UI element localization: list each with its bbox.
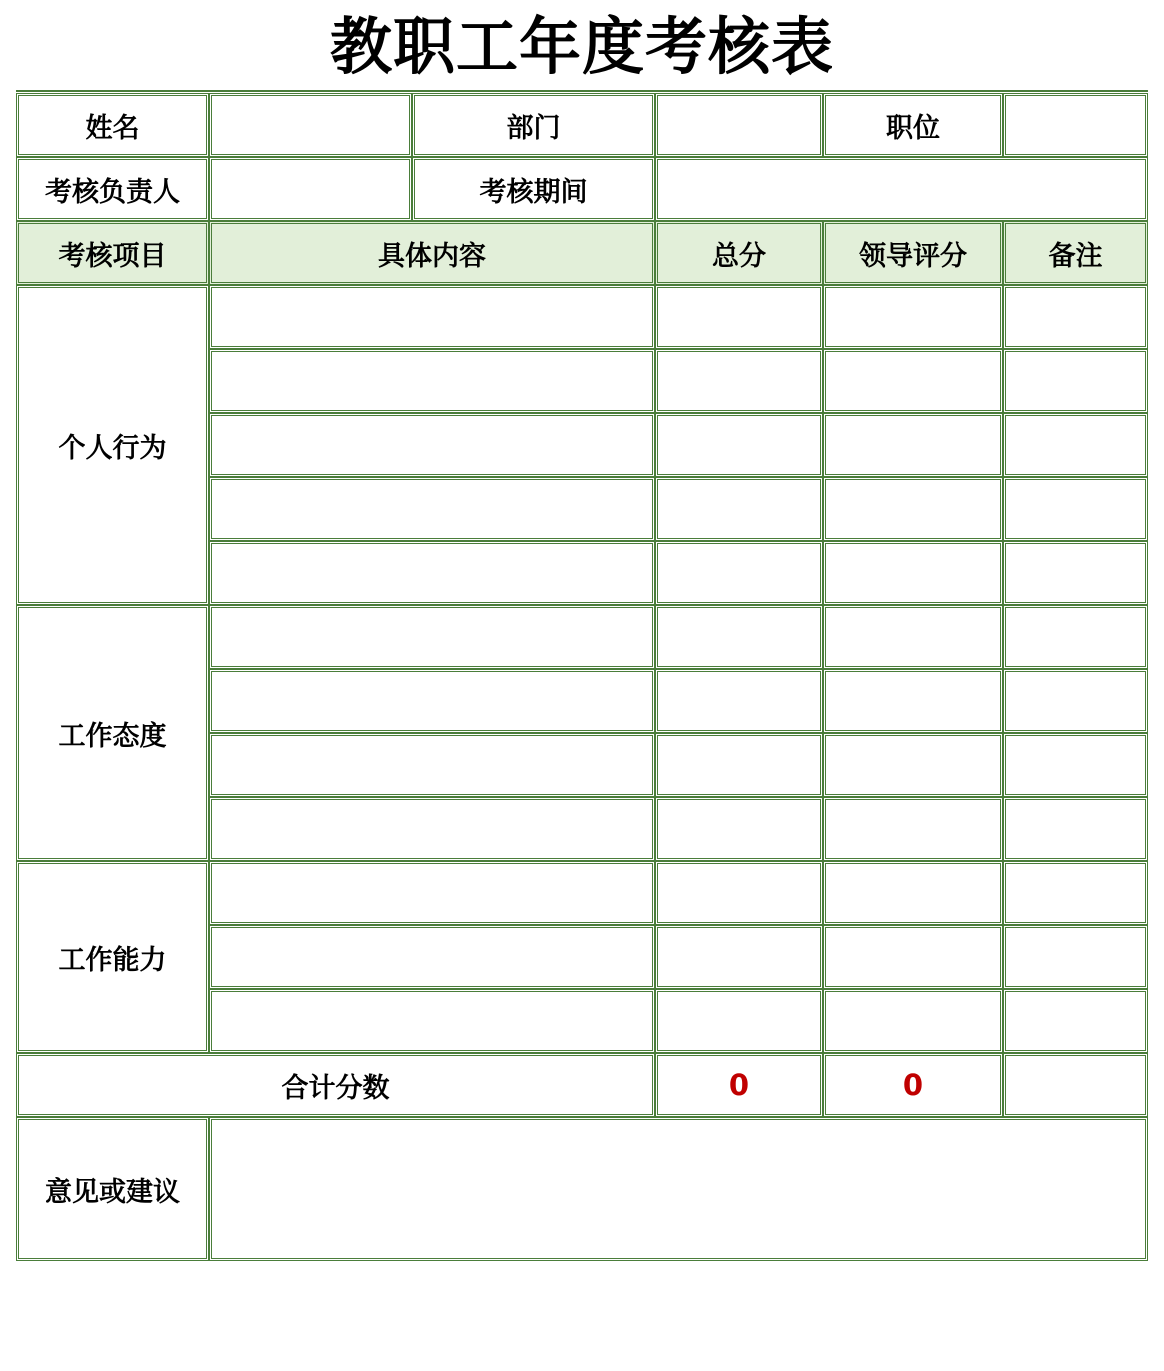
remark-cell[interactable] xyxy=(1003,733,1148,797)
total-cell[interactable] xyxy=(655,477,823,541)
content-cell[interactable] xyxy=(209,925,655,989)
leader-score-cell[interactable] xyxy=(823,541,1003,605)
name-field[interactable] xyxy=(209,93,412,157)
section-label-work-attitude: 工作态度 xyxy=(16,605,209,861)
leader-score-cell[interactable] xyxy=(823,285,1003,349)
total-cell[interactable] xyxy=(655,605,823,669)
title-divider xyxy=(16,90,1148,92)
sum-label: 合计分数 xyxy=(16,1053,655,1117)
leader-score-cell[interactable] xyxy=(823,349,1003,413)
content-cell[interactable] xyxy=(209,733,655,797)
leader-score-cell[interactable] xyxy=(823,797,1003,861)
position-field[interactable] xyxy=(1003,93,1148,157)
remark-cell[interactable] xyxy=(1003,989,1148,1053)
department-label: 部门 xyxy=(412,93,655,157)
opinion-field[interactable] xyxy=(209,1117,1148,1261)
table-row xyxy=(16,861,1148,925)
name-label: 姓名 xyxy=(16,93,209,157)
reviewer-field[interactable] xyxy=(209,157,412,221)
total-cell[interactable] xyxy=(655,989,823,1053)
section-label-work-ability: 工作能力 xyxy=(16,861,209,1053)
period-label: 考核期间 xyxy=(412,157,655,221)
remark-cell[interactable] xyxy=(1003,349,1148,413)
leader-score-cell[interactable] xyxy=(823,605,1003,669)
content-cell[interactable] xyxy=(209,797,655,861)
remark-cell[interactable] xyxy=(1003,605,1148,669)
leader-score-cell[interactable] xyxy=(823,925,1003,989)
total-cell[interactable] xyxy=(655,733,823,797)
content-cell[interactable] xyxy=(209,413,655,477)
total-cell[interactable] xyxy=(655,925,823,989)
opinion-row xyxy=(16,1117,1148,1261)
reviewer-label: 考核负责人 xyxy=(16,157,209,221)
column-header-row xyxy=(16,221,1148,285)
leader-score-cell[interactable] xyxy=(823,733,1003,797)
total-cell[interactable] xyxy=(655,413,823,477)
content-cell[interactable] xyxy=(209,605,655,669)
info-row-1 xyxy=(16,93,1148,157)
remark-cell[interactable] xyxy=(1003,861,1148,925)
leader-score-cell[interactable] xyxy=(823,477,1003,541)
header-remark: 备注 xyxy=(1003,221,1148,285)
appraisal-table xyxy=(16,93,1148,1261)
period-field[interactable] xyxy=(655,157,1148,221)
form-title: 教职工年度考核表 xyxy=(329,10,834,83)
total-cell[interactable] xyxy=(655,669,823,733)
section-label-personal-behavior: 个人行为 xyxy=(16,285,209,605)
content-cell[interactable] xyxy=(209,861,655,925)
remark-cell[interactable] xyxy=(1003,797,1148,861)
header-item: 考核项目 xyxy=(16,221,209,285)
remark-cell[interactable] xyxy=(1003,285,1148,349)
total-cell[interactable] xyxy=(655,797,823,861)
sum-remark-cell[interactable] xyxy=(1003,1053,1148,1117)
remark-cell[interactable] xyxy=(1003,541,1148,605)
leader-score-cell[interactable] xyxy=(823,989,1003,1053)
total-cell[interactable] xyxy=(655,285,823,349)
content-cell[interactable] xyxy=(209,285,655,349)
sum-total-value: 0 xyxy=(655,1053,823,1117)
leader-score-cell[interactable] xyxy=(823,413,1003,477)
header-content: 具体内容 xyxy=(209,221,655,285)
position-label: 职位 xyxy=(823,93,1003,157)
leader-score-cell[interactable] xyxy=(823,669,1003,733)
header-leader-score: 领导评分 xyxy=(823,221,1003,285)
remark-cell[interactable] xyxy=(1003,925,1148,989)
department-field[interactable] xyxy=(655,93,823,157)
content-cell[interactable] xyxy=(209,669,655,733)
info-row-2 xyxy=(16,157,1148,221)
remark-cell[interactable] xyxy=(1003,669,1148,733)
total-cell[interactable] xyxy=(655,349,823,413)
opinion-label: 意见或建议 xyxy=(16,1117,209,1261)
content-cell[interactable] xyxy=(209,477,655,541)
leader-score-cell[interactable] xyxy=(823,861,1003,925)
total-cell[interactable] xyxy=(655,861,823,925)
content-cell[interactable] xyxy=(209,349,655,413)
remark-cell[interactable] xyxy=(1003,477,1148,541)
total-cell[interactable] xyxy=(655,541,823,605)
sum-row xyxy=(16,1053,1148,1117)
table-row xyxy=(16,285,1148,349)
table-row xyxy=(16,605,1148,669)
content-cell[interactable] xyxy=(209,541,655,605)
remark-cell[interactable] xyxy=(1003,413,1148,477)
header-total: 总分 xyxy=(655,221,823,285)
sum-leader-score-value: 0 xyxy=(823,1053,1003,1117)
content-cell[interactable] xyxy=(209,989,655,1053)
